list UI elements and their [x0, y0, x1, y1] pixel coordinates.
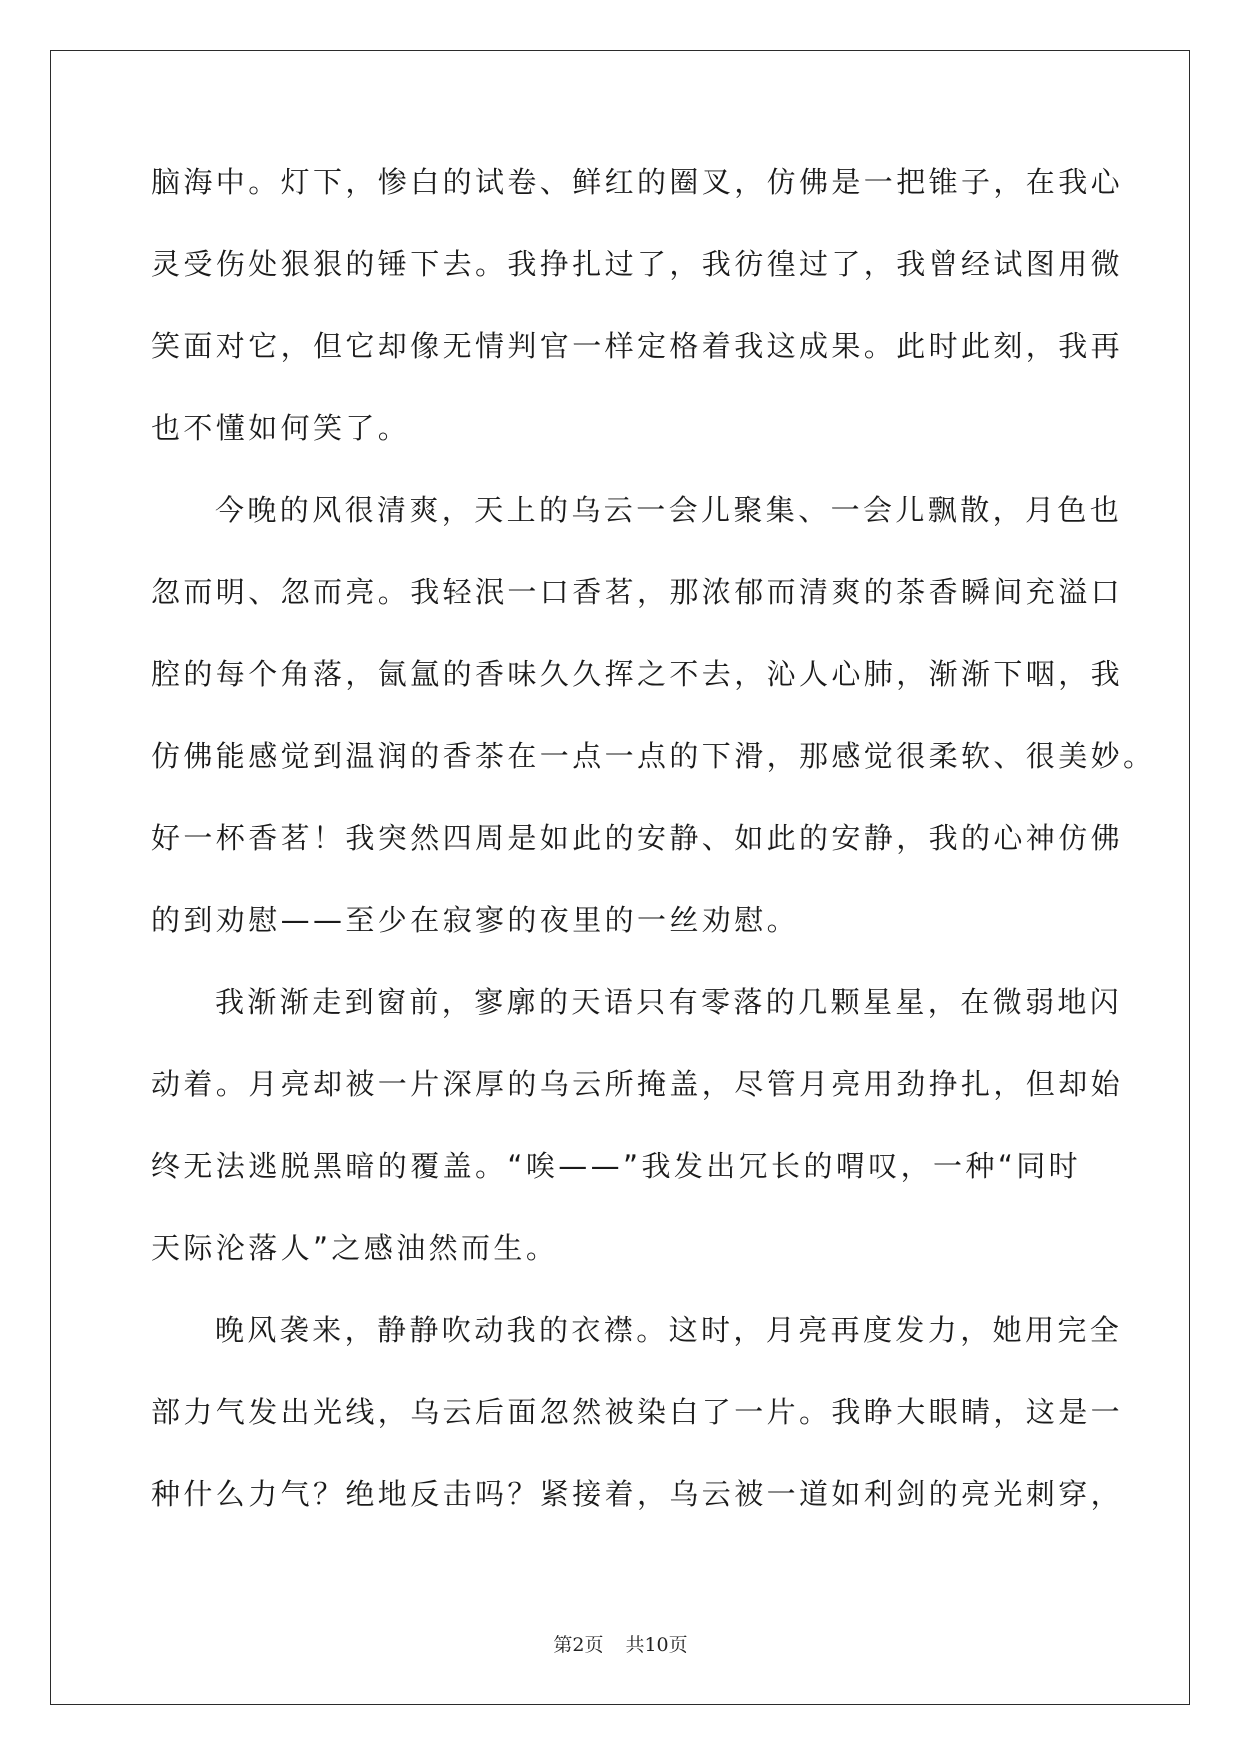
text-line: 腔的每个角落，氤氲的香味久久挥之不去，沁人心肺，渐渐下咽，我: [151, 657, 1124, 691]
text-line: 种什么力气？绝地反击吗？紧接着，乌云被一道如利剑的亮光刺穿，: [151, 1477, 1124, 1511]
text-line: 部力气发出光线，乌云后面忽然被染白了一片。我睁大眼睛，这是一: [151, 1395, 1124, 1429]
text-line: 晚风袭来，静静吹动我的衣襟。这时，月亮再度发力，她用完全: [215, 1313, 1123, 1347]
text-line: 脑海中。灯下，惨白的试卷、鲜红的圈叉，仿佛是一把锥子，在我心: [151, 165, 1124, 199]
text-line: 天际沦落人”之感油然而生。: [151, 1231, 559, 1265]
page-footer: [0, 1630, 1241, 1657]
text-line: 动着。月亮却被一片深厚的乌云所掩盖，尽管月亮用劲挣扎，但却始: [151, 1067, 1124, 1101]
page-number: 第2页: [553, 1634, 604, 1656]
text-line: 笑面对它，但它却像无情判官一样定格着我这成果。此时此刻，我再: [151, 329, 1124, 363]
text-line: 也不懂如何笑了。: [151, 411, 411, 445]
document-body: [151, 157, 1156, 1551]
text-line: 今晚的风很清爽，天上的乌云一会儿聚集、一会儿飘散，月色也: [215, 493, 1123, 527]
text-line: 好一杯香茗！我突然四周是如此的安静、如此的安静，我的心神仿佛: [151, 821, 1124, 855]
text-line: 的到劝慰——至少在寂寥的夜里的一丝劝慰。: [151, 903, 800, 937]
text-line: 我渐渐走到窗前，寥廓的天语只有零落的几颗星星，在微弱地闪: [215, 985, 1123, 1019]
text-line: 仿佛能感觉到温润的香茶在一点一点的下滑，那感觉很柔软、很美妙。: [151, 739, 1156, 773]
text-line: 忽而明、忽而亮。我轻泯一口香茗，那浓郁而清爽的茶香瞬间充溢口: [151, 575, 1124, 609]
text-line: 灵受伤处狠狠的锤下去。我挣扎过了，我彷徨过了，我曾经试图用微: [151, 247, 1124, 281]
text-line: 终无法逃脱黑暗的覆盖。“唉——”我发出冗长的喟叹，一种“同时: [151, 1149, 1082, 1183]
page-total: 共10页: [625, 1634, 688, 1656]
